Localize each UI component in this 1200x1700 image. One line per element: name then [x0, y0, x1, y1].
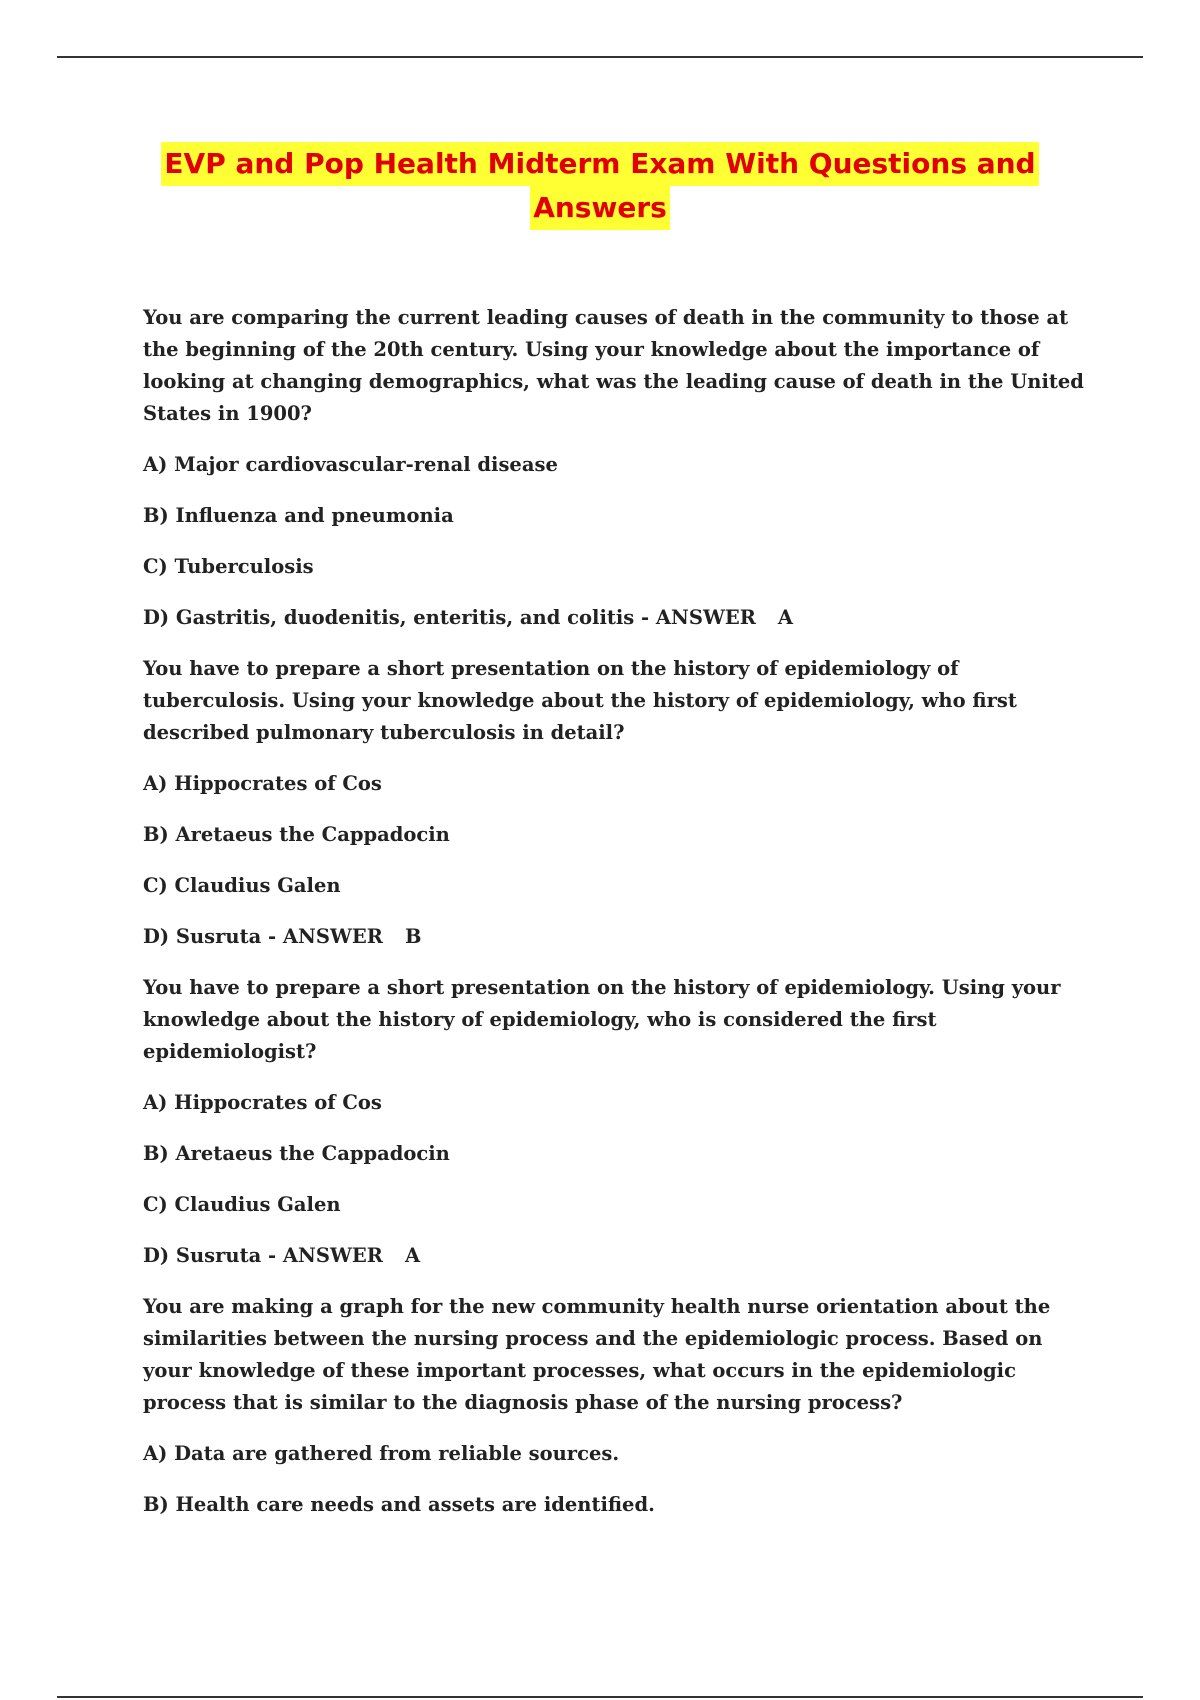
answer-letter: A — [404, 1244, 421, 1267]
option-d — [143, 602, 1093, 634]
option-c: C) Claudius Galen — [143, 1193, 341, 1216]
option-c: C) Claudius Galen — [143, 874, 341, 897]
option-a: A) Data are gathered from reliable sources. — [143, 1442, 620, 1465]
option-d — [143, 921, 1093, 953]
question-block — [143, 302, 1093, 634]
answer-letter: A — [777, 606, 794, 629]
header-rule — [57, 56, 1143, 58]
option-b: B) Health care needs and assets are identified. — [143, 1493, 655, 1516]
option-a: A) Major cardiovascular-renal disease — [143, 453, 558, 476]
question-text: You have to prepare a short presentation on the history of epidemiology of tuberculosis. Using your knowledge about the history of epidemiology, who first described pulmonary tuberculosis in detail? — [143, 657, 1017, 744]
option-d-text: D) Susruta - ANSWER — [143, 925, 383, 948]
question-block — [143, 1291, 1093, 1521]
question-block — [143, 653, 1093, 953]
option-a: A) Hippocrates of Cos — [143, 772, 382, 795]
option-b: B) Influenza and pneumonia — [143, 504, 454, 527]
option-a: A) Hippocrates of Cos — [143, 1091, 382, 1114]
question-block — [143, 972, 1093, 1272]
title-line-2: Answers — [530, 186, 670, 230]
option-b: B) Aretaeus the Cappadocin — [143, 1142, 450, 1165]
option-d — [143, 1240, 1093, 1272]
question-list — [143, 302, 1093, 1540]
footer-rule — [57, 1696, 1143, 1698]
answer-letter: B — [404, 925, 422, 948]
question-text: You are making a graph for the new community health nurse orientation about the similarities between the nursing process and the epidemiologic process. Based on your knowledge of these important processes, what occurs in the epidemiologic process that is similar to the diagnosis phase of the nursing process? — [143, 1295, 1051, 1414]
option-b: B) Aretaeus the Cappadocin — [143, 823, 450, 846]
option-c: C) Tuberculosis — [143, 555, 314, 578]
option-d-text: D) Susruta - ANSWER — [143, 1244, 383, 1267]
title-line-1: EVP and Pop Health Midterm Exam With Questions and — [161, 142, 1038, 186]
question-text: You have to prepare a short presentation on the history of epidemiology. Using your knowledge about the history of epidemiology, who is considered the first epidemiologist? — [143, 976, 1061, 1063]
question-text: You are comparing the current leading causes of death in the community to those at the beginning of the 20th century. Using your knowledge about the importance of looking at changing demographics, what was the leading cause of death in the United States in 1900? — [143, 306, 1084, 425]
document-title — [0, 142, 1200, 230]
option-d-text: D) Gastritis, duodenitis, enteritis, and colitis - ANSWER — [143, 606, 756, 629]
